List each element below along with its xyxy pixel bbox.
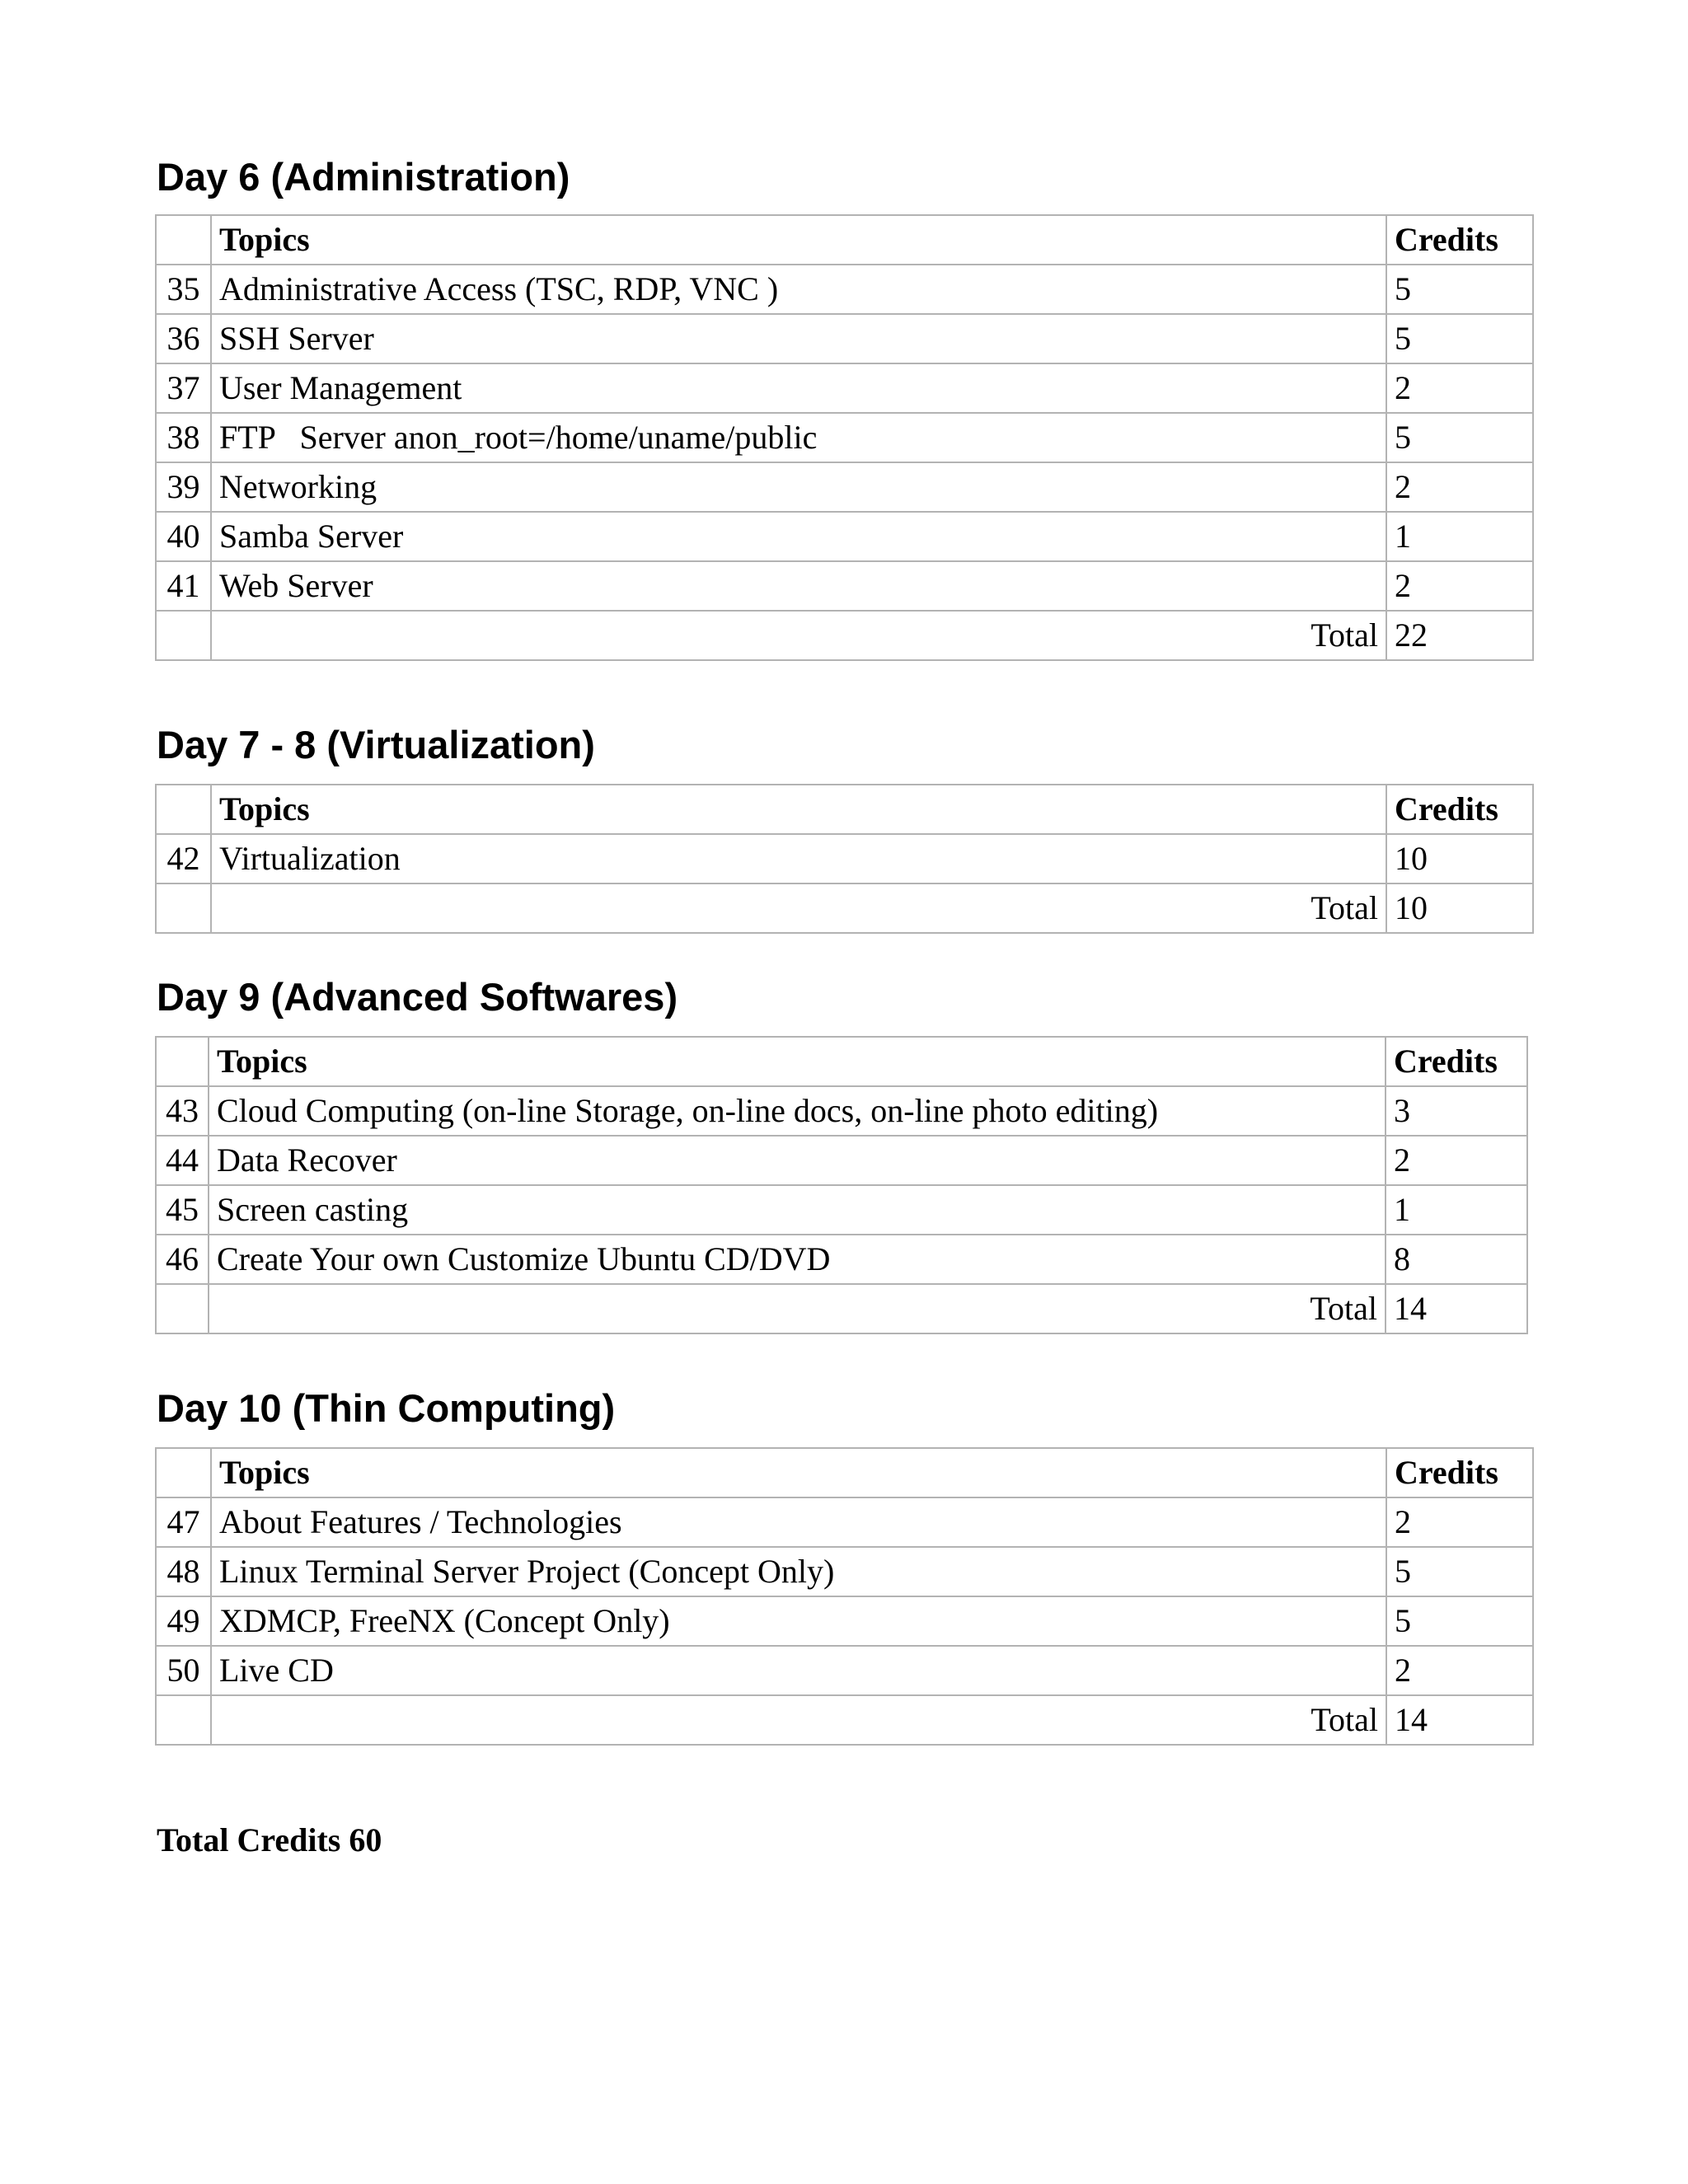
row-credits: 2 bbox=[1386, 1646, 1533, 1695]
day9-table bbox=[155, 1036, 1528, 1334]
total-row bbox=[156, 1695, 1533, 1745]
topics-header: Topics bbox=[211, 1448, 1386, 1497]
table-row bbox=[156, 512, 1533, 561]
row-number: 48 bbox=[156, 1547, 211, 1596]
total-row bbox=[156, 883, 1533, 933]
table-row bbox=[156, 265, 1533, 314]
total-credits: Total Credits 60 bbox=[157, 1821, 382, 1858]
row-number: 50 bbox=[156, 1646, 211, 1695]
row-topic: About Features / Technologies bbox=[211, 1497, 1386, 1547]
empty-cell bbox=[156, 883, 211, 933]
day10-heading: Day 10 (Thin Computing) bbox=[157, 1386, 616, 1430]
row-topic: Create Your own Customize Ubuntu CD/DVD bbox=[209, 1235, 1386, 1284]
table-row bbox=[156, 1235, 1527, 1284]
table-row bbox=[156, 1086, 1527, 1136]
row-topic: Web Server bbox=[211, 561, 1386, 611]
number-header-cell bbox=[156, 1037, 209, 1086]
row-credits: 2 bbox=[1386, 1136, 1527, 1185]
row-number: 44 bbox=[156, 1136, 209, 1185]
total-value: 14 bbox=[1386, 1284, 1527, 1333]
row-credits: 5 bbox=[1386, 413, 1533, 462]
table-header-row bbox=[156, 785, 1533, 834]
row-topic: Screen casting bbox=[209, 1185, 1386, 1235]
row-topic: Networking bbox=[211, 462, 1386, 512]
row-topic: FTP Server anon_root=/home/uname/public bbox=[211, 413, 1386, 462]
table-row bbox=[156, 1547, 1533, 1596]
number-header-cell bbox=[156, 1448, 211, 1497]
row-credits: 2 bbox=[1386, 462, 1533, 512]
row-number: 40 bbox=[156, 512, 211, 561]
table-row bbox=[156, 561, 1533, 611]
row-topic: Samba Server bbox=[211, 512, 1386, 561]
row-topic: XDMCP, FreeNX (Concept Only) bbox=[211, 1596, 1386, 1646]
row-topic: Virtualization bbox=[211, 834, 1386, 883]
table-header-row bbox=[156, 215, 1533, 265]
row-number: 42 bbox=[156, 834, 211, 883]
day9-heading: Day 9 (Advanced Softwares) bbox=[157, 975, 678, 1019]
table-header-row bbox=[156, 1037, 1527, 1086]
total-label: Total bbox=[211, 1695, 1386, 1745]
row-number: 45 bbox=[156, 1185, 209, 1235]
table-row bbox=[156, 1497, 1533, 1547]
row-topic: Cloud Computing (on-line Storage, on-line docs, on-line photo editing) bbox=[209, 1086, 1386, 1136]
empty-cell bbox=[156, 1695, 211, 1745]
number-header-cell bbox=[156, 215, 211, 265]
row-number: 36 bbox=[156, 314, 211, 363]
row-credits: 1 bbox=[1386, 512, 1533, 561]
table-row bbox=[156, 462, 1533, 512]
row-number: 39 bbox=[156, 462, 211, 512]
row-credits: 5 bbox=[1386, 1547, 1533, 1596]
row-topic: Administrative Access (TSC, RDP, VNC ) bbox=[211, 265, 1386, 314]
row-credits: 5 bbox=[1386, 1596, 1533, 1646]
row-topic: SSH Server bbox=[211, 314, 1386, 363]
table-header-row bbox=[156, 1448, 1533, 1497]
row-topic: Linux Terminal Server Project (Concept Only) bbox=[211, 1547, 1386, 1596]
row-credits: 5 bbox=[1386, 314, 1533, 363]
day7-8-heading: Day 7 - 8 (Virtualization) bbox=[157, 723, 595, 766]
credits-header: Credits bbox=[1386, 1037, 1527, 1086]
total-value: 10 bbox=[1386, 883, 1533, 933]
total-label: Total bbox=[211, 883, 1386, 933]
total-label: Total bbox=[211, 611, 1386, 660]
row-number: 38 bbox=[156, 413, 211, 462]
table-row bbox=[156, 834, 1533, 883]
row-number: 37 bbox=[156, 363, 211, 413]
table-row bbox=[156, 314, 1533, 363]
row-topic: Data Recover bbox=[209, 1136, 1386, 1185]
row-credits: 2 bbox=[1386, 1497, 1533, 1547]
table-row bbox=[156, 363, 1533, 413]
row-topic: User Management bbox=[211, 363, 1386, 413]
row-number: 46 bbox=[156, 1235, 209, 1284]
credits-header: Credits bbox=[1386, 1448, 1533, 1497]
row-credits: 3 bbox=[1386, 1086, 1527, 1136]
number-header-cell bbox=[156, 785, 211, 834]
total-value: 14 bbox=[1386, 1695, 1533, 1745]
row-credits: 1 bbox=[1386, 1185, 1527, 1235]
table-row bbox=[156, 413, 1533, 462]
row-number: 41 bbox=[156, 561, 211, 611]
table-row bbox=[156, 1136, 1527, 1185]
table-row bbox=[156, 1185, 1527, 1235]
topics-header: Topics bbox=[211, 785, 1386, 834]
table-row bbox=[156, 1646, 1533, 1695]
row-credits: 2 bbox=[1386, 561, 1533, 611]
total-label: Total bbox=[209, 1284, 1386, 1333]
total-row bbox=[156, 1284, 1527, 1333]
day6-heading: Day 6 (Administration) bbox=[157, 155, 570, 199]
total-value: 22 bbox=[1386, 611, 1533, 660]
row-topic: Live CD bbox=[211, 1646, 1386, 1695]
row-number: 49 bbox=[156, 1596, 211, 1646]
row-number: 43 bbox=[156, 1086, 209, 1136]
day6-table bbox=[155, 214, 1534, 661]
day7-8-table bbox=[155, 784, 1534, 934]
credits-header: Credits bbox=[1386, 785, 1533, 834]
credits-header: Credits bbox=[1386, 215, 1533, 265]
topics-header: Topics bbox=[211, 215, 1386, 265]
topics-header: Topics bbox=[209, 1037, 1386, 1086]
day10-table bbox=[155, 1447, 1534, 1746]
row-number: 35 bbox=[156, 265, 211, 314]
row-credits: 2 bbox=[1386, 363, 1533, 413]
total-row bbox=[156, 611, 1533, 660]
empty-cell bbox=[156, 1284, 209, 1333]
table-row bbox=[156, 1596, 1533, 1646]
row-credits: 8 bbox=[1386, 1235, 1527, 1284]
row-number: 47 bbox=[156, 1497, 211, 1547]
empty-cell bbox=[156, 611, 211, 660]
row-credits: 10 bbox=[1386, 834, 1533, 883]
row-credits: 5 bbox=[1386, 265, 1533, 314]
